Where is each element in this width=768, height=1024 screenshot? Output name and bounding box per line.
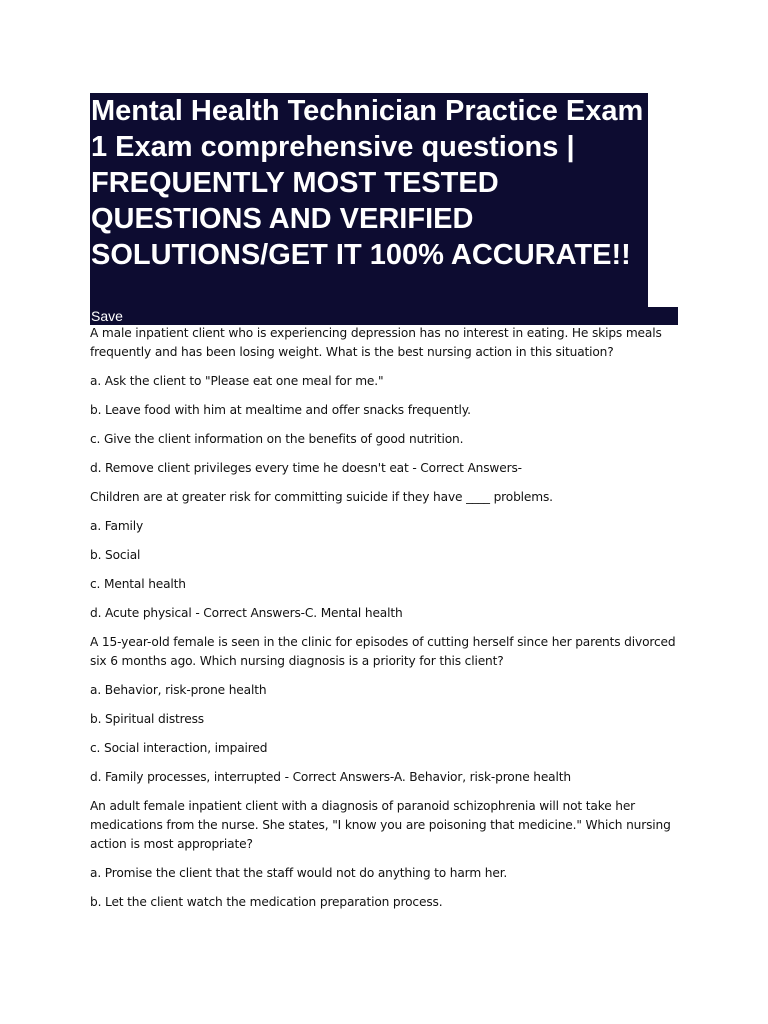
paragraph: b. Leave food with him at mealtime and offer snacks frequently. (90, 403, 471, 417)
paragraph: Children are at greater risk for committing suicide if they have ____ problems. (90, 490, 553, 504)
paragraph: b. Social (90, 548, 141, 562)
paragraph: c. Social interaction, impaired (90, 741, 268, 755)
paragraph: b. Spiritual distress (90, 712, 205, 726)
save-bar[interactable] (90, 307, 678, 325)
paragraph: b. Let the client watch the medication preparation process. (90, 895, 443, 909)
document-body (90, 324, 682, 922)
paragraph: a. Ask the client to "Please eat one meal for me." (90, 374, 384, 388)
paragraph: a. Behavior, risk-prone health (90, 683, 267, 697)
title-banner (90, 93, 648, 307)
save-button[interactable]: Save (91, 308, 123, 324)
paragraph: a. Family (90, 519, 144, 533)
document-title: Mental Health Technician Practice Exam 1 Exam comprehensive questions | FREQUENTLY MOST TESTED QUESTIONS AND VERIFIED SOLUTIONS/GET IT 100% ACCURATE!! (91, 95, 644, 271)
paragraph: An adult female inpatient client with a diagnosis of paranoid schizophrenia will not take her medications from the nurse. She states, "I know you are poisoning that medicine." Which nursing action is most appropriate? (90, 799, 671, 851)
paragraph: d. Remove client privileges every time he doesn't eat - Correct Answers- (90, 461, 522, 475)
paragraph: A 15-year-old female is seen in the clinic for episodes of cutting herself since her parents divorced six 6 months ago. Which nursing diagnosis is a priority for this client? (90, 635, 676, 668)
paragraph: c. Give the client information on the benefits of good nutrition. (90, 432, 464, 446)
paragraph: A male inpatient client who is experiencing depression has no interest in eating. He skips meals frequently and has been losing weight. What is the best nursing action in this situation? (90, 326, 662, 359)
paragraph: c. Mental health (90, 577, 186, 591)
paragraph: d. Family processes, interrupted - Correct Answers-A. Behavior, risk-prone health (90, 770, 571, 784)
paragraph: a. Promise the client that the staff would not do anything to harm her. (90, 866, 508, 880)
paragraph: d. Acute physical - Correct Answers-C. Mental health (90, 606, 403, 620)
